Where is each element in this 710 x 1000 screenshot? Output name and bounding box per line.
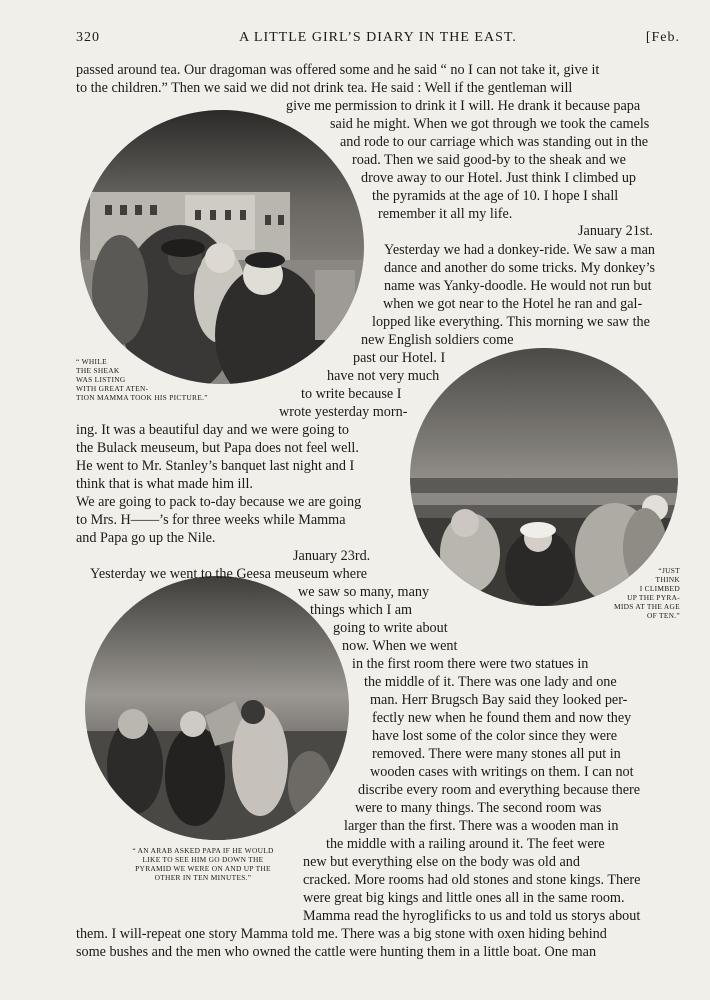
photo-sheak-portrait — [80, 110, 364, 384]
caption-line: “JUST — [658, 566, 680, 575]
text-line: give me permission to drink it I will. He drank it because papa — [286, 98, 641, 114]
text-line: new English soldiers come — [361, 332, 514, 348]
text-line: drove away to our Hotel. Just think I climbed up — [361, 170, 637, 186]
text-line: larger than the first. There was a wooden man in — [344, 818, 619, 834]
caption-line: I CLIMBED — [639, 584, 680, 593]
text-line: were to many things. The second room was — [355, 800, 602, 816]
caption-line: THINK — [655, 575, 680, 584]
caption-photo-3 — [118, 846, 288, 882]
text-line: discribe every room and everything because there — [358, 782, 641, 798]
caption-line: “ WHILE — [76, 357, 107, 366]
text-line: name was Yanky-doodle. He would not run but — [384, 278, 652, 294]
text-line: and Papa go up the Nile. — [76, 530, 216, 546]
caption-line: WAS LISTING — [76, 375, 126, 384]
text-line: We are going to pack to-day because we are going — [76, 494, 362, 510]
text-line: going to write about — [333, 620, 448, 636]
text-line: to the children.” Then we said we did not drink tea. He said : Well if the gentleman will — [76, 80, 573, 96]
text-line: the Bulack meuseum, but Papa does not feel well. — [76, 440, 359, 456]
text-line: the middle with a railing around it. The feet were — [326, 836, 605, 852]
text-line: lopped like everything. This morning we saw the — [372, 314, 650, 330]
caption-line: MIDS AT THE AGE — [613, 602, 680, 611]
text-line: removed. There were many stones all put in — [372, 746, 621, 762]
text-line: wrote yesterday morn- — [279, 404, 408, 420]
text-line: cracked. More rooms had old stones and stone kings. There — [303, 872, 641, 888]
text-line: Yesterday we went to the Geesa meuseum where — [90, 566, 368, 582]
text-line: ing. It was a beautiful day and we were going to — [76, 422, 350, 438]
text-line: to Mrs. H——’s for three weeks while Mamma — [76, 512, 346, 528]
running-title: A LITTLE GIRL’S DIARY IN THE EAST. — [239, 30, 517, 45]
text-line: passed around tea. Our dragoman was offered some and he said “ no I can not take it, give it — [76, 62, 600, 78]
caption-photo-2 — [614, 566, 680, 620]
caption-line: “ AN ARAB ASKED PAPA IF HE WOULD — [132, 846, 274, 855]
caption-line: OF TEN.” — [646, 611, 680, 620]
text-line: to write because I — [301, 386, 402, 402]
text-line: some bushes and the men who owned the cattle were hunting them in a little boat. One man — [76, 944, 597, 960]
text-line: dance and another do some tricks. My donkey’s — [384, 260, 656, 276]
text-line: think that is what made him ill. — [76, 476, 253, 492]
text-line: when we got near to the Hotel he ran and gal- — [383, 296, 643, 312]
running-header — [76, 30, 680, 50]
running-month: [Feb. — [645, 30, 680, 45]
caption-line: TION MAMMA TOOK HIS PICTURE.” — [76, 393, 208, 402]
caption-photo-1 — [76, 357, 208, 402]
text-line: said he might. When we got through we took the camels — [330, 116, 650, 132]
text-line: things which I am — [310, 602, 413, 618]
text-line: have lost some of the color since they were — [372, 728, 618, 744]
text-line: past our Hotel. I — [353, 350, 446, 366]
text-line: Yesterday we had a donkey-ride. We saw a man — [384, 242, 655, 258]
text-line: them. I will-repeat one story Mamma told me. There was a big stone with oxen hiding behind — [76, 926, 607, 942]
text-line: the pyramids at the age of 10. I hope I shall — [372, 188, 619, 204]
text-line: Mamma read the hyroglificks to us and told us storys about — [303, 908, 641, 924]
text-line: the middle of it. There was one lady and one — [364, 674, 617, 690]
caption-line: OTHER IN TEN MINUTES.” — [154, 873, 252, 882]
text-line: road. Then we said good-by to the sheak and we — [352, 152, 626, 168]
caption-line: PYRAMID WE WERE ON AND UP THE — [135, 864, 271, 873]
text-line: man. Herr Brugsch Bay said they looked per- — [370, 692, 628, 708]
text-line: were great big kings and little ones all in the same room. — [303, 890, 625, 906]
text-line: in the first room there were two statues in — [352, 656, 589, 672]
text-line: we saw so many, many — [298, 584, 430, 600]
text-line: have not very much — [327, 368, 440, 384]
text-line: fectly new when he found them and now they — [372, 710, 632, 726]
caption-line: UP THE PYRA- — [627, 593, 680, 602]
text-line: remember it all my life. — [378, 206, 513, 222]
caption-line: LIKE TO SEE HIM GO DOWN THE — [142, 855, 264, 864]
caption-line: WITH GREAT ATEN- — [76, 384, 149, 393]
text-line: now. When we went — [342, 638, 458, 654]
text-line: wooden cases with writings on them. I can not — [370, 764, 634, 780]
caption-line: THE SHEAK — [76, 366, 120, 375]
text-line: new but everything else on the body was old and — [303, 854, 580, 870]
text-line: and rode to our carriage which was standing out in the — [340, 134, 649, 150]
text-line: He went to Mr. Stanley’s banquet last night and I — [76, 458, 355, 474]
entry-date: January 23rd. — [293, 548, 371, 564]
entry-date: January 21st. — [578, 223, 653, 239]
page-number: 320 — [76, 30, 100, 45]
